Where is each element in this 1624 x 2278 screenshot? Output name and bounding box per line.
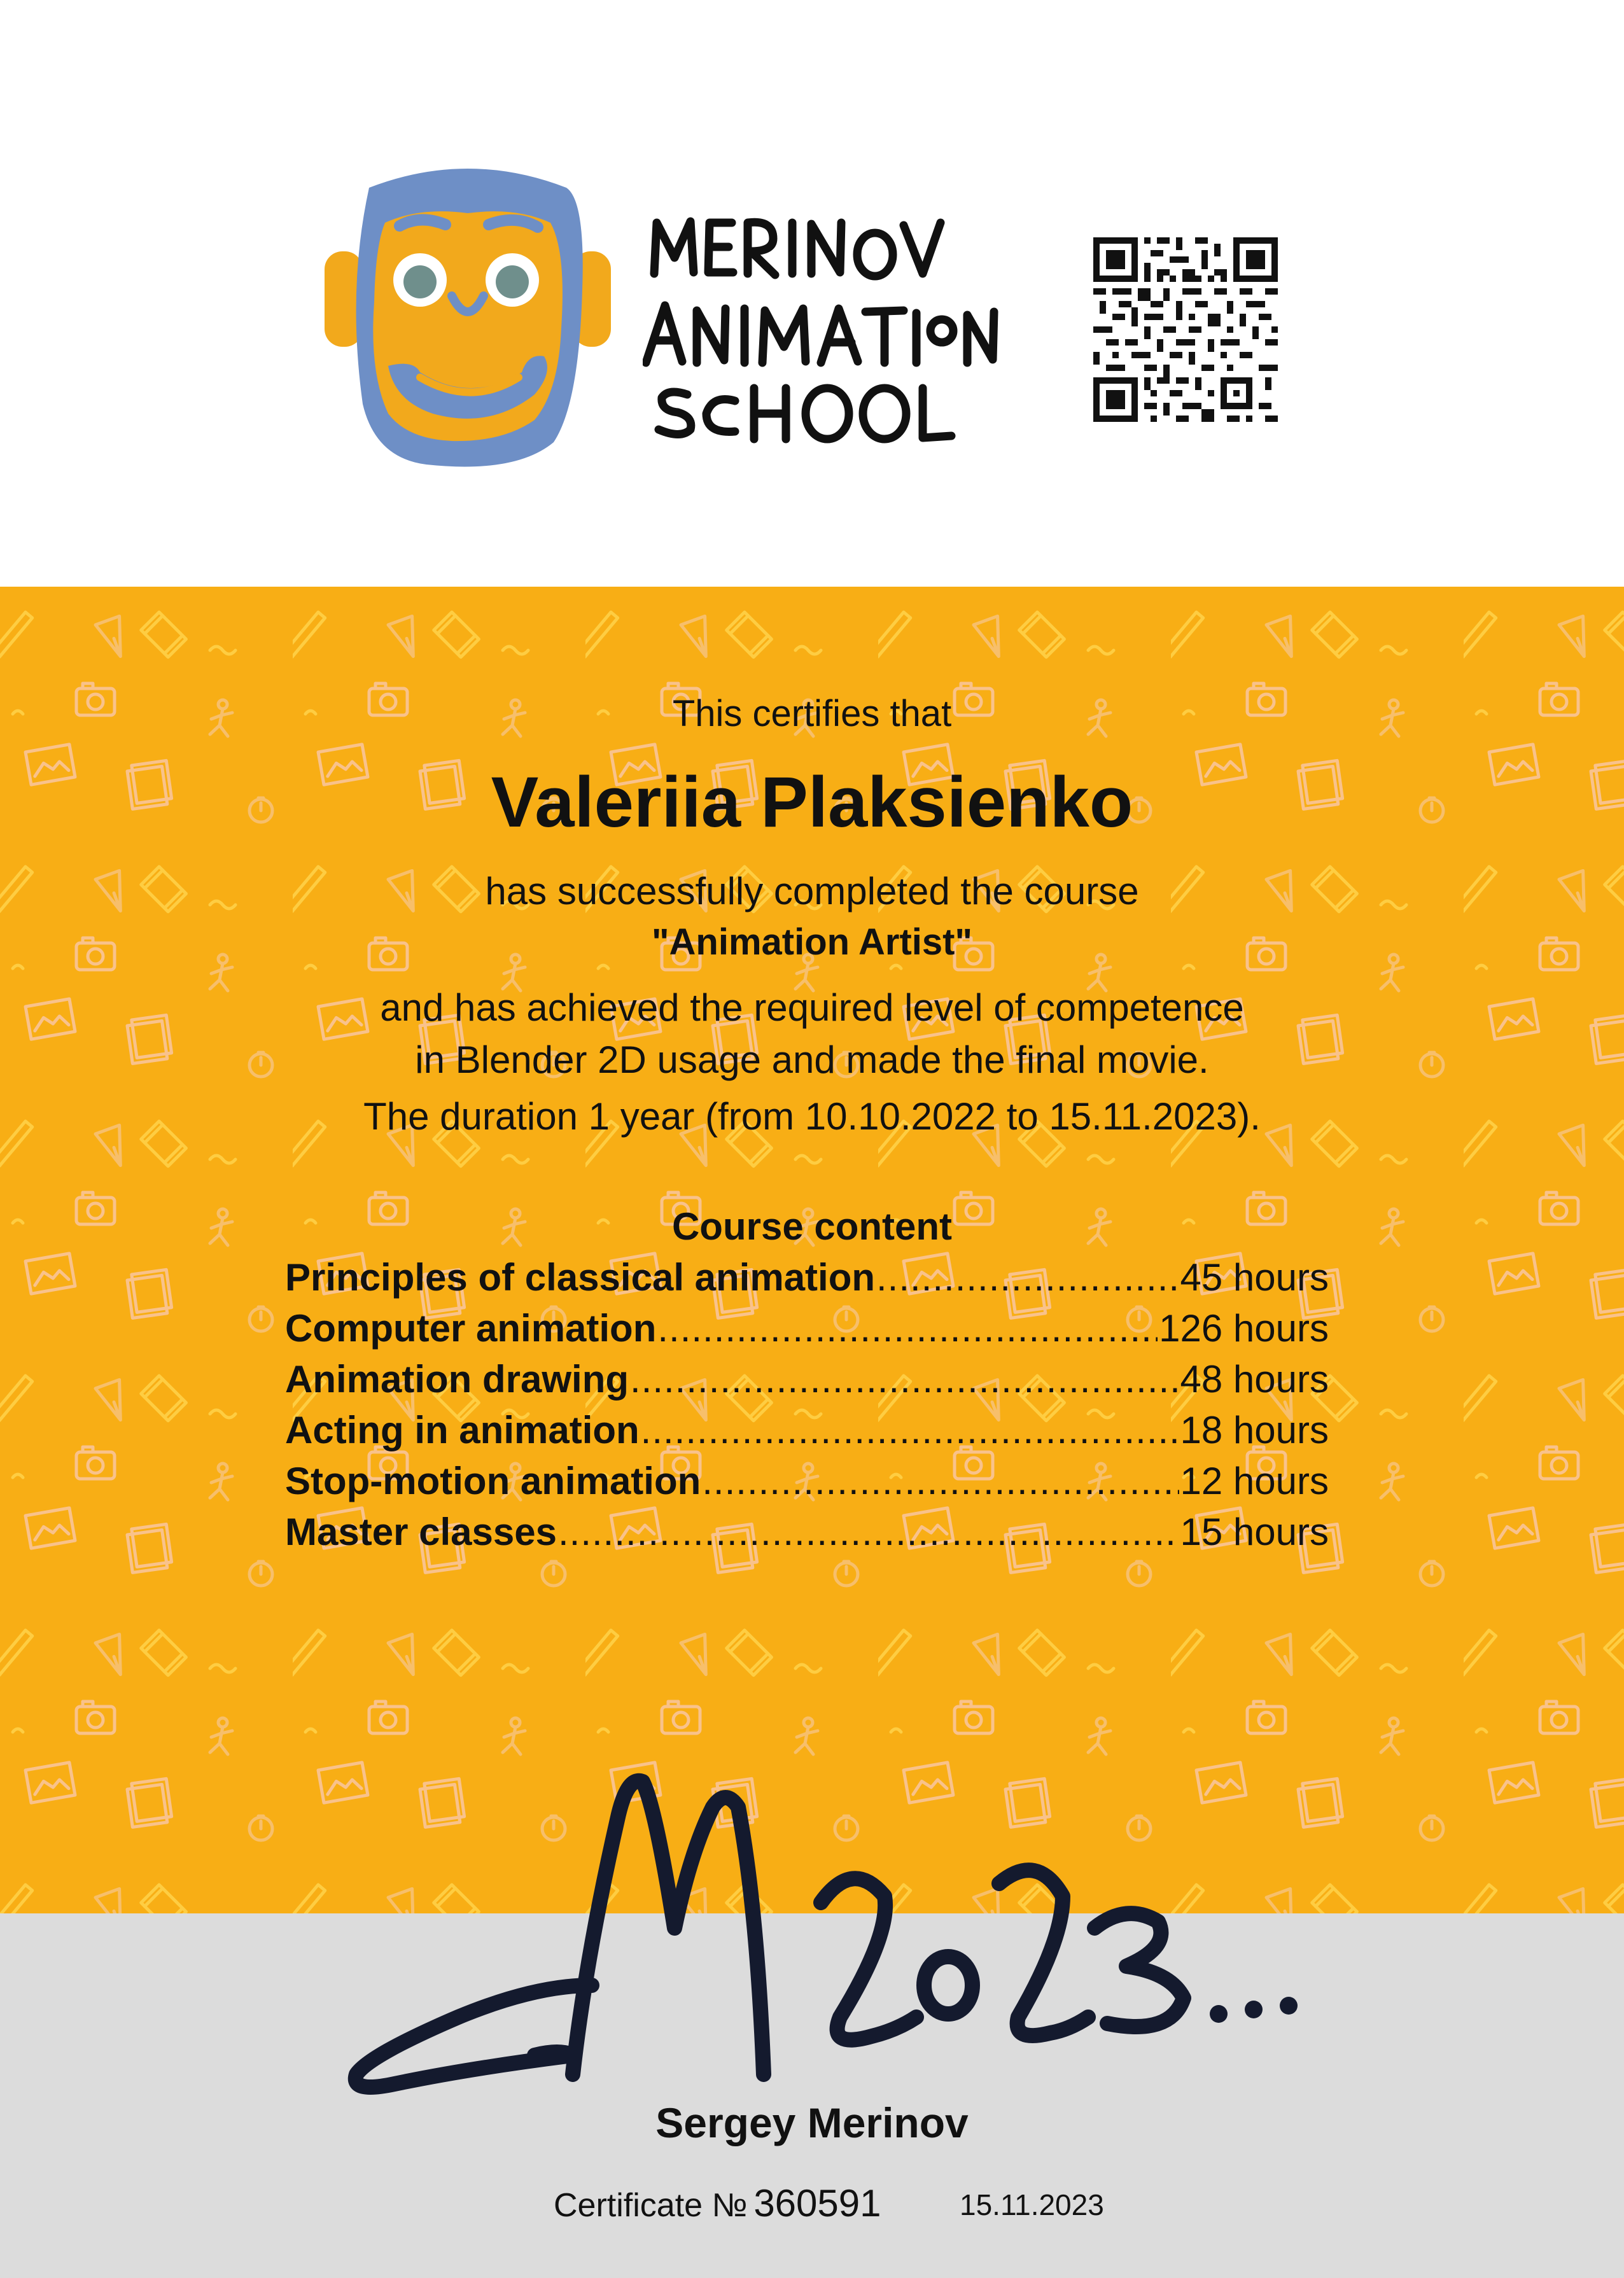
header (0, 0, 1624, 587)
course-item-hours: 15 hours (1180, 1511, 1329, 1553)
recipient-name: Valeriia Plaksienko (491, 762, 1133, 842)
course-item-hours: 126 hours (1159, 1307, 1329, 1350)
leader-dots (630, 1354, 1179, 1405)
handwritten-signature (344, 1718, 1336, 2113)
course-item (285, 1456, 1329, 1507)
course-item-name: Master classes (285, 1511, 557, 1553)
course-duration: The duration 1 year (from 10.10.2022 to 15.11.2023). (363, 1095, 1261, 1138)
leader-dots (657, 1303, 1158, 1354)
competence-line: and has achieved the required level of competence (380, 986, 1244, 1029)
completed-statement: has successfully completed the course (485, 870, 1139, 912)
course-item-hours: 18 hours (1180, 1409, 1329, 1451)
course-item-name: Principles of classical animation (285, 1256, 876, 1299)
course-item-name: Acting in animation (285, 1409, 640, 1451)
course-item (285, 1507, 1329, 1558)
certificate-label: Certificate № (554, 2187, 748, 2224)
leader-dots (702, 1456, 1179, 1507)
course-item (285, 1303, 1329, 1354)
school-logo-face-icon (325, 162, 611, 474)
leader-dots (558, 1507, 1179, 1558)
course-item-hours: 45 hours (1180, 1256, 1329, 1299)
certificate-number-line (554, 2181, 881, 2225)
course-item-name: Stop-motion animation (285, 1460, 701, 1502)
certificate-date: 15.11.2023 (960, 2188, 1104, 2221)
course-item-name: Computer animation (285, 1307, 657, 1350)
leader-dots (641, 1405, 1179, 1456)
course-item (285, 1252, 1329, 1303)
course-item (285, 1354, 1329, 1405)
course-title: "Animation Artist" (652, 921, 972, 963)
certifies-intro: This certifies that (672, 693, 952, 734)
competence-statement (0, 982, 1624, 1086)
course-item-hours: 12 hours (1180, 1460, 1329, 1502)
certificate-number: 360591 (753, 2182, 881, 2225)
competence-line: in Blender 2D usage and made the final movie. (415, 1038, 1209, 1081)
course-item (285, 1405, 1329, 1456)
course-content-title: Course content (671, 1205, 953, 1248)
qr-code-icon (1093, 237, 1278, 422)
signer-name: Sergey Merinov (655, 2099, 969, 2146)
course-content-list (285, 1252, 1329, 1558)
course-item-name: Animation drawing (285, 1358, 629, 1401)
school-logo-wordmark (643, 204, 1025, 445)
leader-dots (876, 1252, 1179, 1303)
course-item-hours: 48 hours (1180, 1358, 1329, 1401)
